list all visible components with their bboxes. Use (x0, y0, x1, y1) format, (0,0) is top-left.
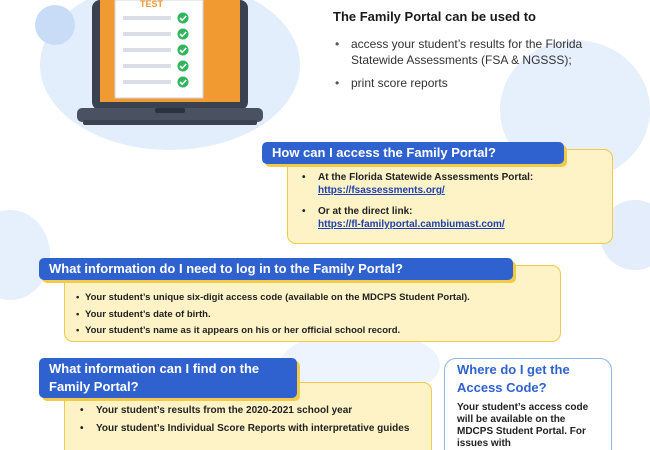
background-blob (0, 210, 50, 300)
intro-title: The Family Portal can be used to (333, 9, 536, 24)
fsassessments-link[interactable]: https://fsassessments.org/ (318, 185, 445, 196)
check-icon (178, 29, 189, 40)
find-item: • Your student’s results from the 2020-2021 school year (78, 405, 418, 417)
family-portal-link[interactable]: https://fl-familyportal.cambiumast.com/ (318, 219, 505, 230)
check-icon (178, 77, 189, 88)
find-item: • Your student’s Individual Score Reports with interpretative guides (78, 423, 418, 435)
login-item: • Your student’s date of birth. (76, 309, 561, 321)
checklist-line (123, 64, 171, 68)
checklist-line (123, 48, 171, 52)
checklist-line (123, 80, 171, 84)
checklist-line (123, 32, 171, 36)
find-list (78, 405, 418, 441)
intro-list (333, 36, 603, 98)
access-item-text: At the Florida Statewide Assessments Portal: (318, 172, 534, 183)
login-list (76, 292, 561, 342)
login-section-heading: What information do I need to log in to the Family Portal? (39, 258, 513, 280)
access-item (300, 205, 600, 231)
login-item: • Your student’s name as it appears on his or her official school record. (76, 325, 561, 337)
intro-item: • print score reports (333, 75, 603, 91)
intro-item: • access your student’s results for the Florida Statewide Assessments (FSA & NGSSS); (333, 36, 603, 68)
checklist-line (123, 16, 171, 20)
access-section-heading: How can I access the Family Portal? (262, 142, 564, 164)
login-item: • Your student’s unique six-digit access code (available on the MDCPS Student Portal). (76, 292, 561, 304)
test-label: TEST (140, 0, 164, 9)
access-code-title: Where do I get the Access Code? (457, 362, 570, 395)
access-list (300, 171, 600, 239)
access-item-text: Or at the direct link: (318, 206, 413, 217)
find-section-heading: What information can I find on the Family Portal? (39, 358, 297, 398)
access-item (300, 171, 600, 197)
access-code-text: Your student’s access code will be available on the MDCPS Student Portal. For issues with (457, 402, 589, 449)
background-blob (35, 5, 75, 45)
check-icon (178, 45, 189, 56)
check-icon (178, 61, 189, 72)
laptop-test-illustration (75, 0, 275, 135)
check-icon (178, 13, 189, 24)
